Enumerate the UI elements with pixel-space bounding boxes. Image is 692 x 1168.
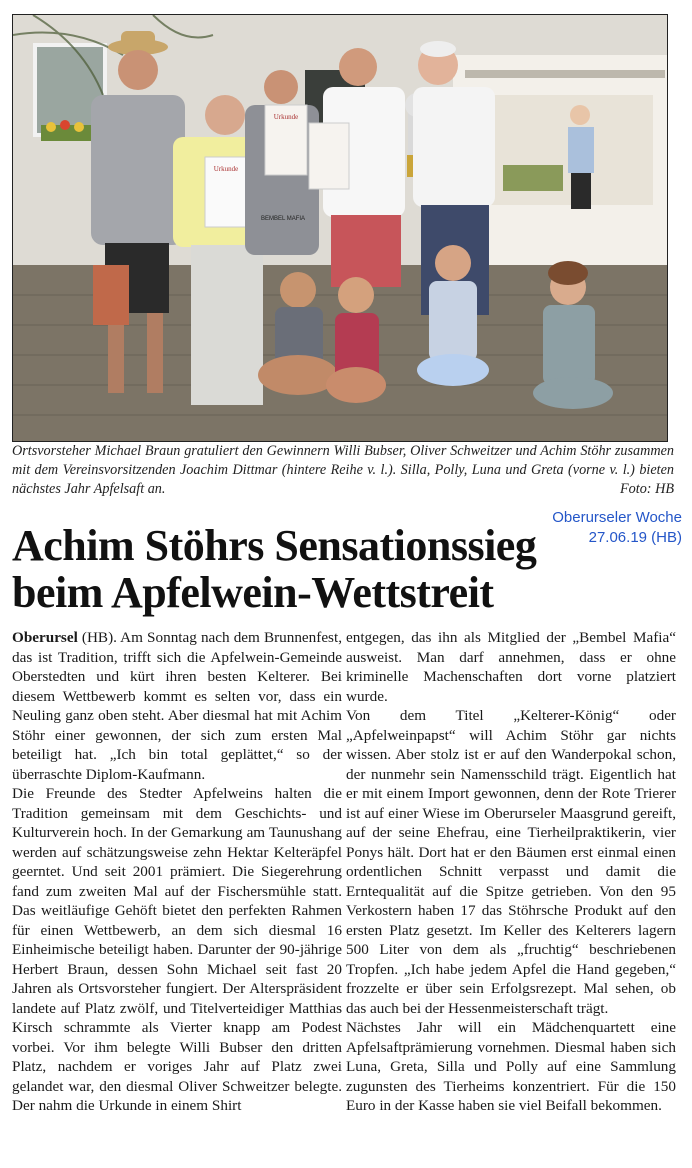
publication-date: 27.06.19 (HB) bbox=[588, 529, 682, 546]
photo-illustration bbox=[13, 15, 667, 441]
article-paragraph: Von dem Titel „Kelterer-König“ oder „Apfelweinpapst“ will Achim Stöhr gar nichts wissen. Aber stolz ist er auf den Wanderpokal schon, der nunmehr sein Namensschild trägt. Eigentlich hat er mit einem Import gewonnen, denn der Rote Trierer ist auf einer Wiese im Oberurseler Maasgrund gereift, auf der seine Ehefrau, eine Tierheilpraktikerin, vier Ponys hält. Dort hat er den Bäumen erst einmal einen ordentlichen Schnitt verpasst und damit die Erntequalität auf die Spitze getrieben. Von den 95 Verkostern haben 17 das Stöhrsche Produkt auf den ersten Platz gesetzt. Im Keller des Kelterers lagern 500 Liter von dem als „fruchtig“ beschriebenen Tropfen. „Ich habe jedem Apfel die Hand gegeben,“ frozzelte er über sein Erfolgsrezept. Mal sehen, ob das auch bei der Hessenmeisterschaft trägt. bbox=[346, 707, 676, 1017]
headline-line-2: beim Apfelwein-Wettstreit bbox=[12, 568, 494, 617]
caption-text: Ortsvorsteher Michael Braun gratuliert den Gewinnern Willi Bubser, Oliver Schweitzer und Achim Stöhr zusammen mit dem Vereinsvorsitzenden Joachim Dittmar (hintere Reihe v. l.). Silla, Polly, Luna und Greta (vorne v. l.) bieten nächstes Jahr Apfelsaft an. bbox=[12, 443, 674, 497]
article-paragraph: Nächstes Jahr will ein Mädchenquartett eine Apfelsaftprämierung vornehmen. Diesmal haben sich Luna, Greta, Silla und Polly auf eine Sammlung zugunsten des Tierheims konzentriert. Für die 150 Euro in der Kasse haben sie viel Beifall bekommen. bbox=[346, 1019, 676, 1114]
certificate-text-2: Urkunde bbox=[273, 113, 299, 121]
publication-name: Oberurseler Woche bbox=[552, 509, 682, 526]
headline-line-1: Achim Stöhrs Sensationssieg bbox=[12, 521, 537, 570]
photo-caption bbox=[12, 442, 674, 499]
group-photo bbox=[12, 14, 668, 442]
paragraph-text: (HB). Am Sonntag nach dem Brunnenfest, das ist Tradition, trifft sich die Apfelwein-Gemeinde Oberstedten und kürt ihren besten Kelterer. Bei diesem Wettbewerb kommt es selten vor, dass ein Neuling ganz oben steht. Aber diesmal hat mit Achim Stöhr einer gewonnen, der sich zum ersten Mal beteiligt hat. „Ich bin total geplättet,“ so der überraschte Diplom-Kaufmann. bbox=[12, 629, 342, 783]
photo-credit: Foto: HB bbox=[620, 481, 674, 497]
tshirt-text: BEMBEL MAFIA bbox=[260, 216, 306, 222]
certificate-text-1: Urkunde bbox=[213, 165, 239, 173]
dateline: Oberursel bbox=[12, 629, 78, 646]
headline bbox=[12, 522, 692, 616]
article-column-left bbox=[12, 628, 342, 1116]
article-column-right bbox=[346, 628, 676, 1116]
article-paragraph bbox=[12, 628, 342, 784]
article-paragraph: Die Freunde des Stedter Apfelweins halten die Tradition gemeinsam mit dem Geschichts- und Kulturverein hoch. In der Gemarkung am Taunushang werden auf schätzungsweise zehn Hektar Kelteräpfel geerntet. Und seit 2001 prämiert. Die Siegerehrung fand zum zweiten Mal auf der Fischersmühle statt. Das weitläufige Gehöft bietet den perfekten Rahmen für einen Wettbewerb, an dem sich diesmal 16 Einheimische beteiligt haben. Darunter der 90-jährige Herbert Braun, dessen Sohn Michael seit fast 20 Jahren als Ortsvorsteher fungiert. Der Alterspräsident landete auf Platz zwölf, und Titelverteidiger Matthias Kirsch schrammte als Vierter knapp am Podest vorbei. Vor ihm belegte Willi Bubser den dritten Platz, nachdem er voriges Jahr auf Platz zwei gelandet war, den diesmal Oliver Schweitzer belegte. Der nahm die Urkunde in einem Shirt bbox=[12, 785, 342, 1114]
article-paragraph: entgegen, das ihn als Mitglied der „Bembel Mafia“ ausweist. Man darf annehmen, dass er ohne kriminelle Machenschaften dort vorne platziert wurde. bbox=[346, 629, 676, 705]
